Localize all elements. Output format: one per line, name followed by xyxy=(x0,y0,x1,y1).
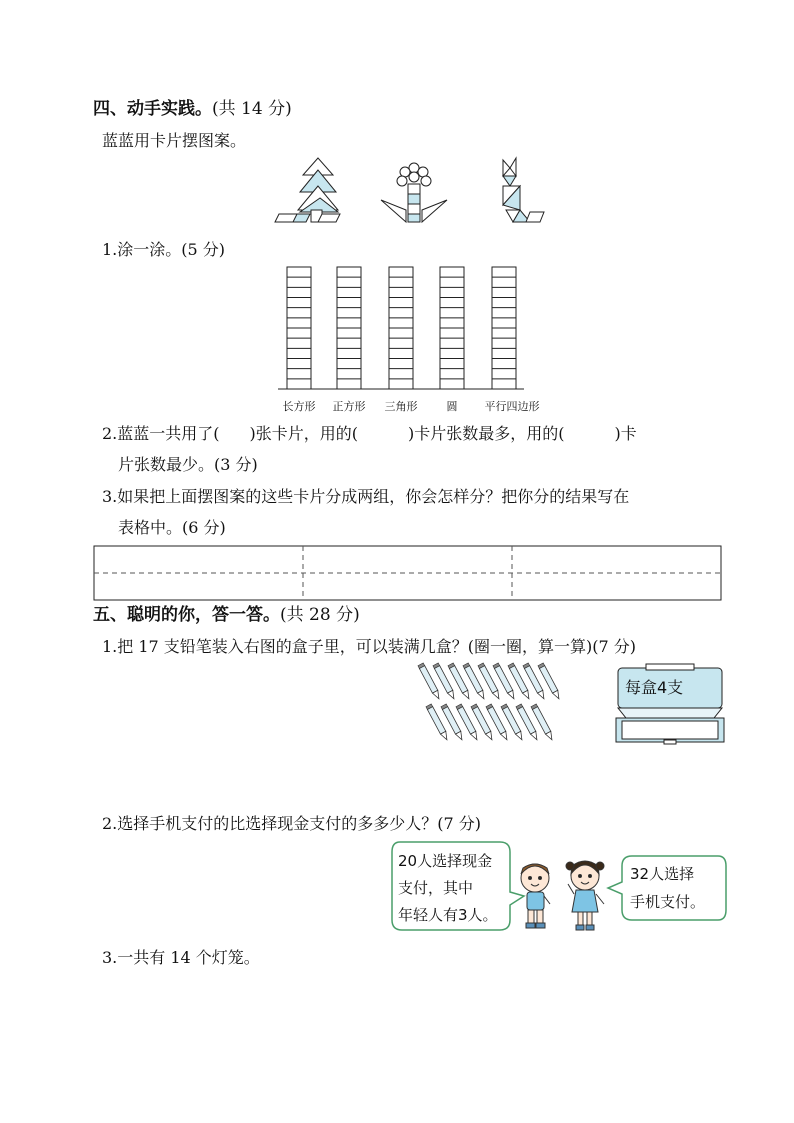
q2-text-a: 2.蓝蓝一共用了( xyxy=(102,424,220,443)
section4-q2-line2: 片张数最少。(3 分) xyxy=(118,455,258,474)
section4-q3-line1: 3.如果把上面摆图案的这些卡片分成两组，你会怎样分？把你分的结果写在 xyxy=(102,487,630,506)
section4-q3-line2: 表格中。(6 分) xyxy=(118,518,226,537)
q2-text-d: )卡 xyxy=(614,424,637,443)
box-label: 每盒4支 xyxy=(625,678,684,697)
bubble-left-line-2: 支付，其中 xyxy=(398,879,474,897)
girl-figure xyxy=(566,861,604,930)
section4-intro: 蓝蓝用卡片摆图案。 xyxy=(102,131,247,150)
chart-label-3: 三角形 xyxy=(384,400,418,413)
section4-q1: 1.涂一涂。(5 分) xyxy=(102,240,226,259)
chart-label-1: 长方形 xyxy=(282,400,316,413)
section5-score: (共 28 分) xyxy=(280,605,360,625)
chart-label-2: 正方形 xyxy=(332,400,366,413)
bubble-left-text xyxy=(398,848,498,929)
chart-label-5: 平行四边形 xyxy=(484,400,540,413)
section5-q3: 3.一共有 14 个灯笼。 xyxy=(102,948,260,967)
q2-text-c: )卡片张数最多，用的( xyxy=(408,424,565,443)
bubble-left-line-3: 年轻人有3人。 xyxy=(398,906,498,924)
section5-q2: 2.选择手机支付的比选择现金支付的多多少人？(7 分) xyxy=(102,814,482,833)
bubble-right-text xyxy=(630,860,705,916)
section5-title-text: 五、聪明的你，答一答。 xyxy=(93,605,280,625)
bubble-left-line-1: 20人选择现金 xyxy=(398,852,493,870)
q2-text-b: )张卡片，用的( xyxy=(249,424,359,443)
bubble-right-line-2: 手机支付。 xyxy=(630,893,706,911)
section4-title-text: 四、动手实践。 xyxy=(93,99,212,119)
section4-score: (共 14 分) xyxy=(212,99,292,119)
chart-label-4: 圆 xyxy=(446,400,458,413)
bubble-right-line-1: 32人选择 xyxy=(630,865,695,883)
section5-q1: 1.把 17 支铅笔装入右图的盒子里，可以装满几盒？(圈一圈，算一算)(7 分) xyxy=(102,637,637,656)
